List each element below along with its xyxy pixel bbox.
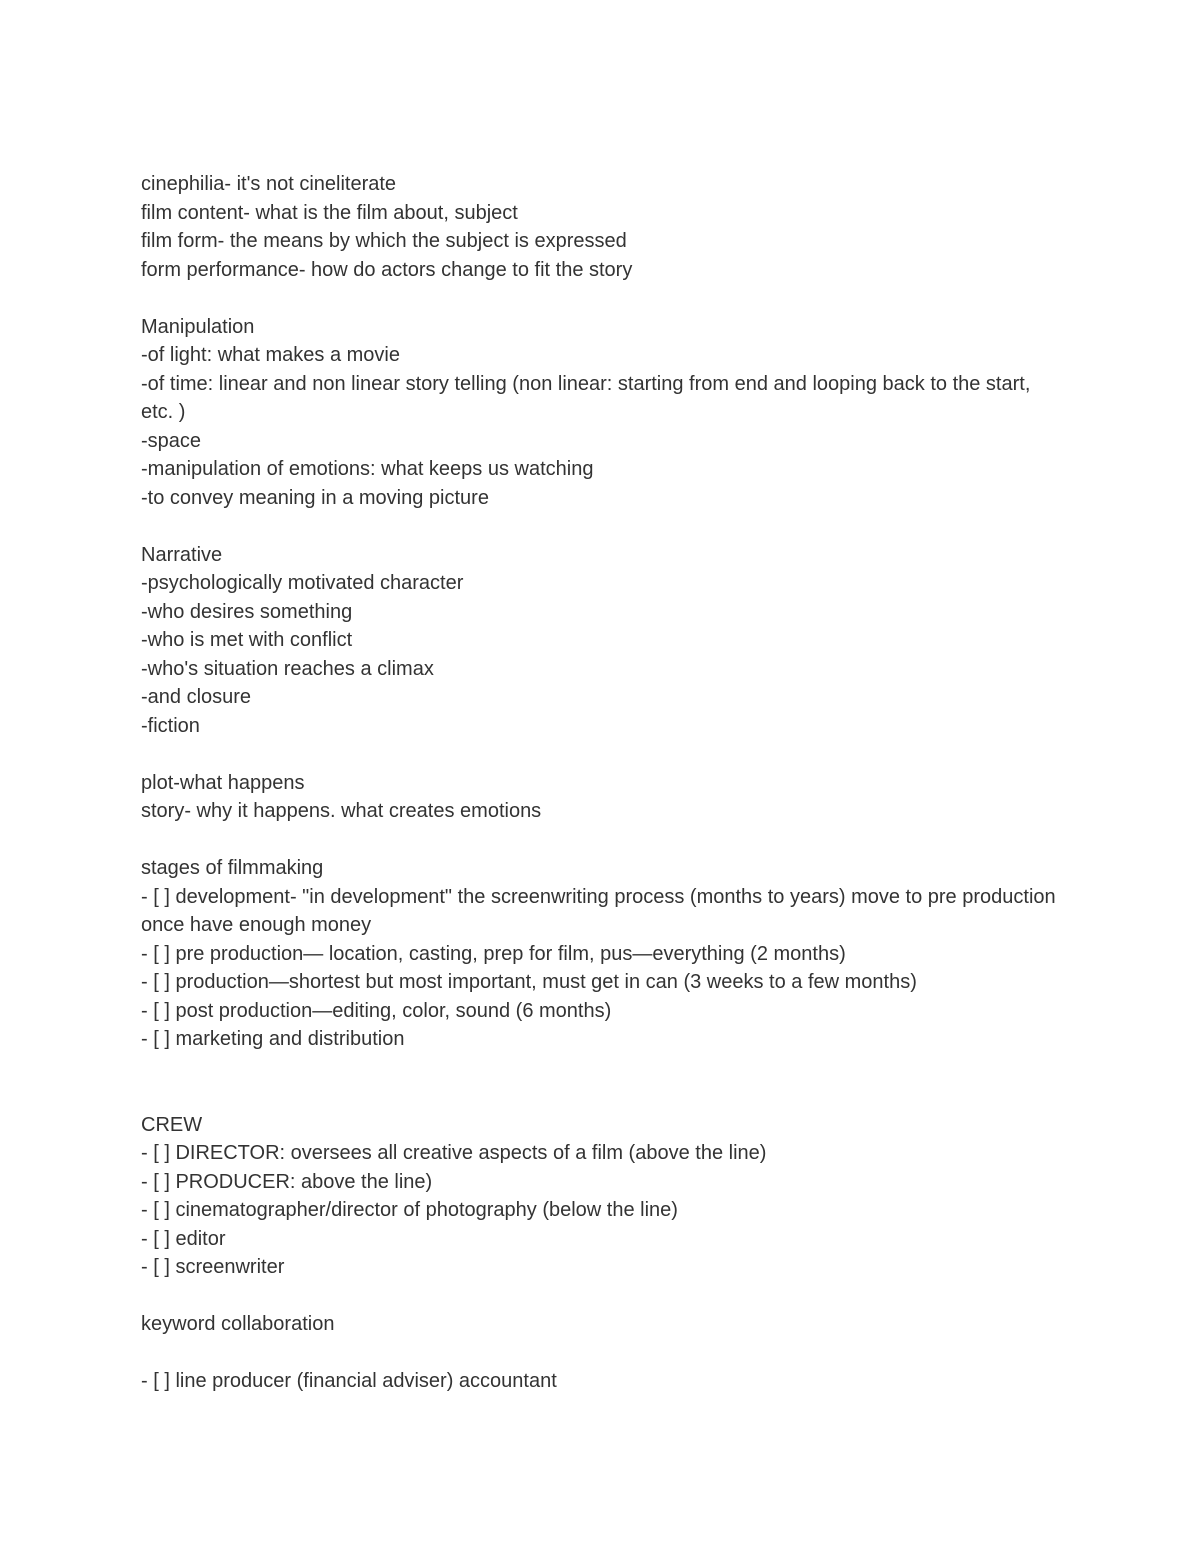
list-item: -to convey meaning in a moving picture bbox=[141, 486, 489, 509]
list-item: -manipulation of emotions: what keeps us watching bbox=[141, 458, 594, 480]
definition-line: film form- the means by which the subject is expressed bbox=[141, 230, 627, 252]
checklist-item: - [ ] DIRECTOR: oversees all creative aspects of a film (above the line) bbox=[141, 1142, 767, 1164]
spacer bbox=[141, 1339, 1061, 1368]
checklist-item: - [ ] line producer (financial adviser) accountant bbox=[141, 1370, 557, 1392]
spacer bbox=[141, 512, 1061, 541]
definition-line: story- why it happens. what creates emotions bbox=[141, 800, 542, 822]
checklist-item: - [ ] editor bbox=[141, 1227, 226, 1250]
checklist-item: - [ ] screenwriter bbox=[141, 1256, 285, 1278]
list-item: -fiction bbox=[141, 714, 200, 737]
list-item: -space bbox=[141, 429, 202, 452]
spacer bbox=[141, 740, 1061, 769]
checklist-item: - [ ] cinematographer/director of photography (below the line) bbox=[141, 1199, 678, 1221]
spacer bbox=[141, 826, 1061, 855]
checklist-item: - [ ] PRODUCER: above the line) bbox=[141, 1170, 433, 1193]
definition-line: form performance- how do actors change to fit the story bbox=[141, 258, 633, 281]
list-item: -of light: what makes a movie bbox=[141, 344, 400, 366]
section-heading-manipulation: Manipulation bbox=[141, 315, 255, 338]
spacer bbox=[141, 284, 1061, 313]
checklist-item: - [ ] production—shortest but most important, must get in can (3 weeks to a few months) bbox=[141, 971, 917, 993]
document-body bbox=[141, 170, 1061, 1396]
section-heading-crew: CREW bbox=[141, 1113, 203, 1136]
definition-line: plot-what happens bbox=[141, 771, 305, 794]
spacer bbox=[141, 1282, 1061, 1311]
list-item: -who's situation reaches a climax bbox=[141, 657, 434, 680]
definition-line: film content- what is the film about, subject bbox=[141, 201, 518, 224]
checklist-item: - [ ] development- "in development" the screenwriting process (months to years) move to pre production once have enough money bbox=[141, 885, 1056, 936]
list-item: -who is met with conflict bbox=[141, 629, 353, 651]
definition-line: cinephilia- it's not cineliterate bbox=[141, 173, 397, 195]
checklist-item: - [ ] marketing and distribution bbox=[141, 1028, 405, 1050]
list-item: -and closure bbox=[141, 686, 252, 708]
section-heading-stages: stages of filmmaking bbox=[141, 857, 324, 879]
list-item: -who desires something bbox=[141, 600, 353, 623]
list-item: -of time: linear and non linear story telling (non linear: starting from end and looping back to the start, etc. ) bbox=[141, 372, 1031, 423]
checklist-item: - [ ] post production—editing, color, sound (6 months) bbox=[141, 999, 612, 1022]
section-heading-narrative: Narrative bbox=[141, 543, 223, 566]
list-item: -psychologically motivated character bbox=[141, 572, 464, 594]
spacer bbox=[141, 1054, 1061, 1111]
checklist-item: - [ ] pre production— location, casting, prep for film, pus—everything (2 months) bbox=[141, 942, 846, 965]
section-heading-keyword: keyword collaboration bbox=[141, 1313, 335, 1335]
